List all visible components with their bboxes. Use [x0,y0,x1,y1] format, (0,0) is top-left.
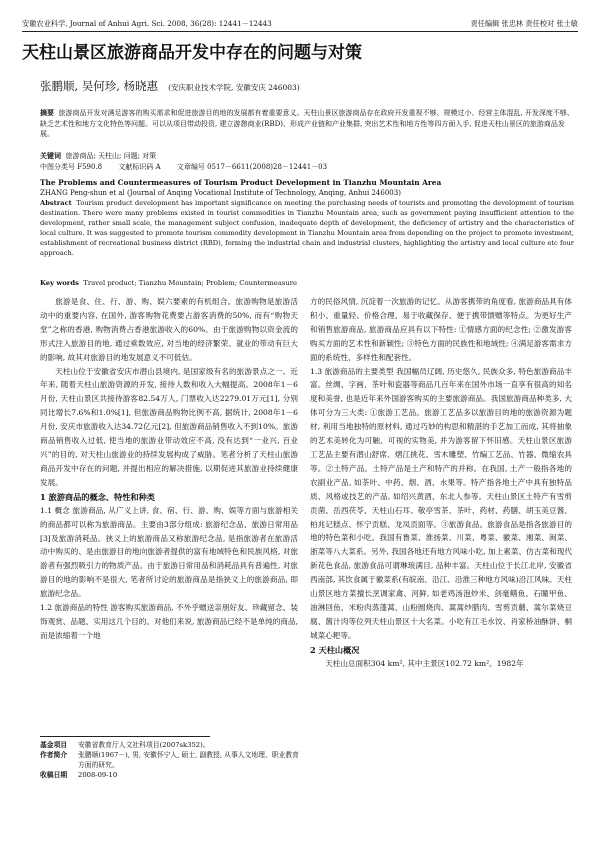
english-abstract-label: Abstract [40,199,72,207]
footnote-divider [40,736,210,737]
english-abstract [40,198,574,258]
clc-number: 中图分类号 F590.8 [40,163,103,171]
author-bio-label: 作者简介 [40,751,68,759]
english-keywords [40,278,574,288]
english-keywords-text: Travel product; Tianzhu Mountain; Problem; Countermeasure [83,279,298,287]
keywords-label: 关键词 [40,151,61,160]
abstract-label: 摘要 [40,108,54,117]
body-paragraph: 天柱山位于安徽省安庆市潜山县境内, 是国家级有名的旅游景点之一。近年来, 随着天柱山旅游资源的开发, 接待人数和收入大幅提高。2008年1－6月份, 天柱山景区共接待游客82.54万人, 门票收入达2279.01万元[1], 分别同比增长7.6%和1.0%[1], 但旅游商品购物比例不高, 据统计, 2008年1－6月份, 安庆市旅游收入达34.72亿元[2], 但旅游商品销售收入不到10%。旅游商品销售收入过低, 使当地的旅游业带动效应不高, 没有达到“一业兴, 百业兴”的目的, 对天柱山旅游业的持续发展构成了威胁。笔者分析了天柱山旅游商品开发中存在的问题, 并提出相应的解决措施, 以期促进其旅游业持续健康发展。 [40,366,298,487]
body-paragraph: 1.2 旅游商品的特性 游客购买旅游商品, 不外乎赠送亲朋好友、珍藏留念、装饰观赏、品题、实用这几个目的。对他们来说, 旅游商品已经不是单纯的商品, 而是浓缩着一个地 [40,603,298,640]
body-paragraph: 1.3 旅游商品的主要类型 我国幅员辽阔, 历史悠久, 民族众多, 特色旅游商品丰富。丝绸、字画、茶叶和瓷器等商品几百年来在国外市场一直享有很高的知名度和美誉, 也是近年来外国游客购买的主要旅游商品。我国旅游商品种类多, 大体可分为三大类: ①旅游工艺品。旅游工艺品多以旅游目的地的旅游资源为题材, 利用当地独特的原材料, 通过巧妙的构思和精湛的手艺加工而成, 其将抽象的艺术美转化为可触、可视的实物美, 并为游客留下怀旧感。天柱山景区旅游工艺品主要有潜山舒席、熠江挑花、雪木雕塑、竹编工艺品、竹器、微缩农具等。②土特产品。土特产品是土产和特产的并称。在我国, 土产一般指各地的农副业产品, 如茶叶、中药、烟、酒、水果等。特产指各地土产中具有独特品质、风格或技艺的产品, 如绍兴黄酒、东北人参等。天柱山景区土特产有雪剪贡菌、岳西茯苓、天柱山石耳、敬亭雪茶、茶叶、药材、药膳、胡玉美豆酱、柏兆记糕点、怀宁贡糕、龙凤贡面等。③旅游食品。旅游食品是指各旅游目的地的特色菜和小吃。我国有鲁菜、淮扬菜、川菜、粤菜、徽菜、湘菜、闽菜、浙菜等八大菜系。另外, 我国各地还有地方风味小吃, 加上素菜、仿古菜和现代新花色食品, 旅游食品可谓琳琅满目, 品种丰富。天柱山位于长江北岸, 安徽省西南部, 其饮食属于徽菜系(有皖南、沿江、沿淮三种地方风味)沿江风味。天柱山景区地方菜擅长烹调家禽、河鲜, 如老鸡汤泡炒米、剑毫鳝鱼、石瞳甲鱼、油淋回鱼、米粉肉蒸蓬蒿、山粉圆烧肉、蒿蒿炒腊肉、雪剪贡蘑、蒿尔菜烧豆腐、酱汁肉等位列天柱山景区十大名菜。小吃有江毛水饺、肖家桥油酥饼、桐城菜心粑等。 [310,366,572,640]
body-left-column [40,295,298,643]
section-heading: 1 旅游商品的概念、特性和种类 [40,491,155,502]
body-paragraph: 1.1 概念 旅游商品, 从广义上讲, 食、宿、行、游、购、娱等方面与旅游相关的商品都可以称为旅游商品。主要由3部分组成: 旅游纪念品、旅游日常用品[3]及旅游消耗品。狭义上的旅游商品又称旅游纪念品, 是指旅游者在旅游活动中购买的、是由旅游目的地向旅游者提供的富有地域特色和民族风格, 对旅游者有强烈吸引力的物质产品。由于旅游日常用品和消耗品具有普遍性, 对旅游目的地的影响不是很大, 笔者所讨论的旅游商品是指狭义上的旅游商品, 即旅游纪念品。 [40,505,298,599]
document-code: 文献标识码 A [118,163,161,171]
received-date-label: 收稿日期 [40,771,68,779]
keywords-chinese [40,151,574,161]
fund-text: 安徽省教育厅人文社科项目(2007sk352)。 [78,741,210,749]
journal-citation: 安徽农业科学, Journal of Anhui Agri. Sci. 2008, 36(28): 12441－12443 [22,19,272,28]
author-names: 张鹏顺, 吴何珍, 杨晓惠 [40,79,159,93]
body-right-column [310,295,572,671]
body-paragraph: 旅游是食、住、行、游、购、娱六要素的有机组合。旅游购物是旅游活动中的重要内容, 在国外, 游客购物花费要占游客消费的50%, 而有“购物天堂”之称的香港, 购物消费占香港旅游收入的60%。由于旅游购物以资金流的形式注入旅游目的地, 通过乘数效应, 对当地的经济繁荣、就业的带动有巨大的影响, 故其对旅游目的地发展意义不可低估。 [40,297,298,362]
abstract-text: 旅游商品开发对满足游客的购买需求和促进旅游目的地的发展都有着重要意义。天柱山景区旅游商品存在政府开发重视不够、规模过小、经营主体混乱, 开发深度不够、缺乏艺术性和地方文化特色等问题。可以从项目带动投资, 建立游憩商业(RBD)、形成产业链和产业集群, 突出艺术性和地方性等四方面入手, 促进天柱山景区的旅游商品发展。 [40,109,574,138]
paper-title: 天柱山景区旅游商品开发中存在的问题与对策 [22,43,362,63]
fund-note [40,740,302,750]
english-title: The Problems and Countermeasures of Tourism Product Development in Tianzhu Mountain Area [40,178,442,187]
author-bio-text: 张鹏顺(1967－), 男, 安徽怀宁人, 硕士, 副教授, 从事人文地理、职业教育方面的研究。 [78,751,299,769]
author-affiliation: (安庆职业技术学院, 安徽安庆 246003) [168,83,300,92]
abstract-chinese [40,108,574,140]
body-paragraph: 方的民俗风情, 沉淀着一次旅游的记忆。从游客携带的角度看, 旅游商品具有体积小、重量轻、价格合理、易于收藏保存、便于携带馈赠等特点。为更好生产和销售旅游商品, 旅游商品应具有以下特性: ①情感方面的纪念性; ②激发游客购买方面的艺术性和新颖性; ③特色方面的民族性和地域性; ④满足游客需求方面的系统性、多样性和配套性。 [310,297,572,362]
footnote-block [40,740,302,780]
received-date-note [40,770,302,780]
keywords-text: 旅游商品; 天柱山; 问题; 对策 [65,152,157,160]
classification-row [40,162,574,172]
editor-credits: 责任编辑 张忠林 责任校对 张士敏 [470,19,578,28]
body-paragraph: 天柱山总面积304 km², 其中主景区102.72 km²。1982年 [325,658,524,668]
author-bio-note [40,750,302,770]
running-header [22,18,578,32]
article-number: 文章编号 0517－6611(2008)28－12441－03 [176,163,328,171]
fund-label: 基金项目 [40,741,68,749]
section-heading: 2 天柱山概况 [310,644,360,655]
english-keywords-label: Key words [40,279,79,287]
author-line [40,78,300,96]
english-author: ZHANG Peng-shun et al (Journal of Anqing Vocational Institute of Technology, Anqing, Anhui 246003) [40,189,401,197]
received-date-text: 2008-09-10 [78,771,118,779]
english-abstract-text: Tourism product development has important significance on meeting the purchasing needs of tourists and promoting the development of tourism destination. There were many problems existed in tourist commodities in Tianzhu Mountain area, such as government paying insufficient attention to the development, rather small scale, the management subject confusion, inadequate depth of development, the deficiency of artistry and the characteristics of local culture. It was suggested to promote tourism commodity development in Tianzhu Mountain area from depending on the project to promote investment, establishment of recreational business district (RBD), forming the industrial chain and industrial clusters, highlighting the artistry and local culture etc four approach. [40,199,574,257]
